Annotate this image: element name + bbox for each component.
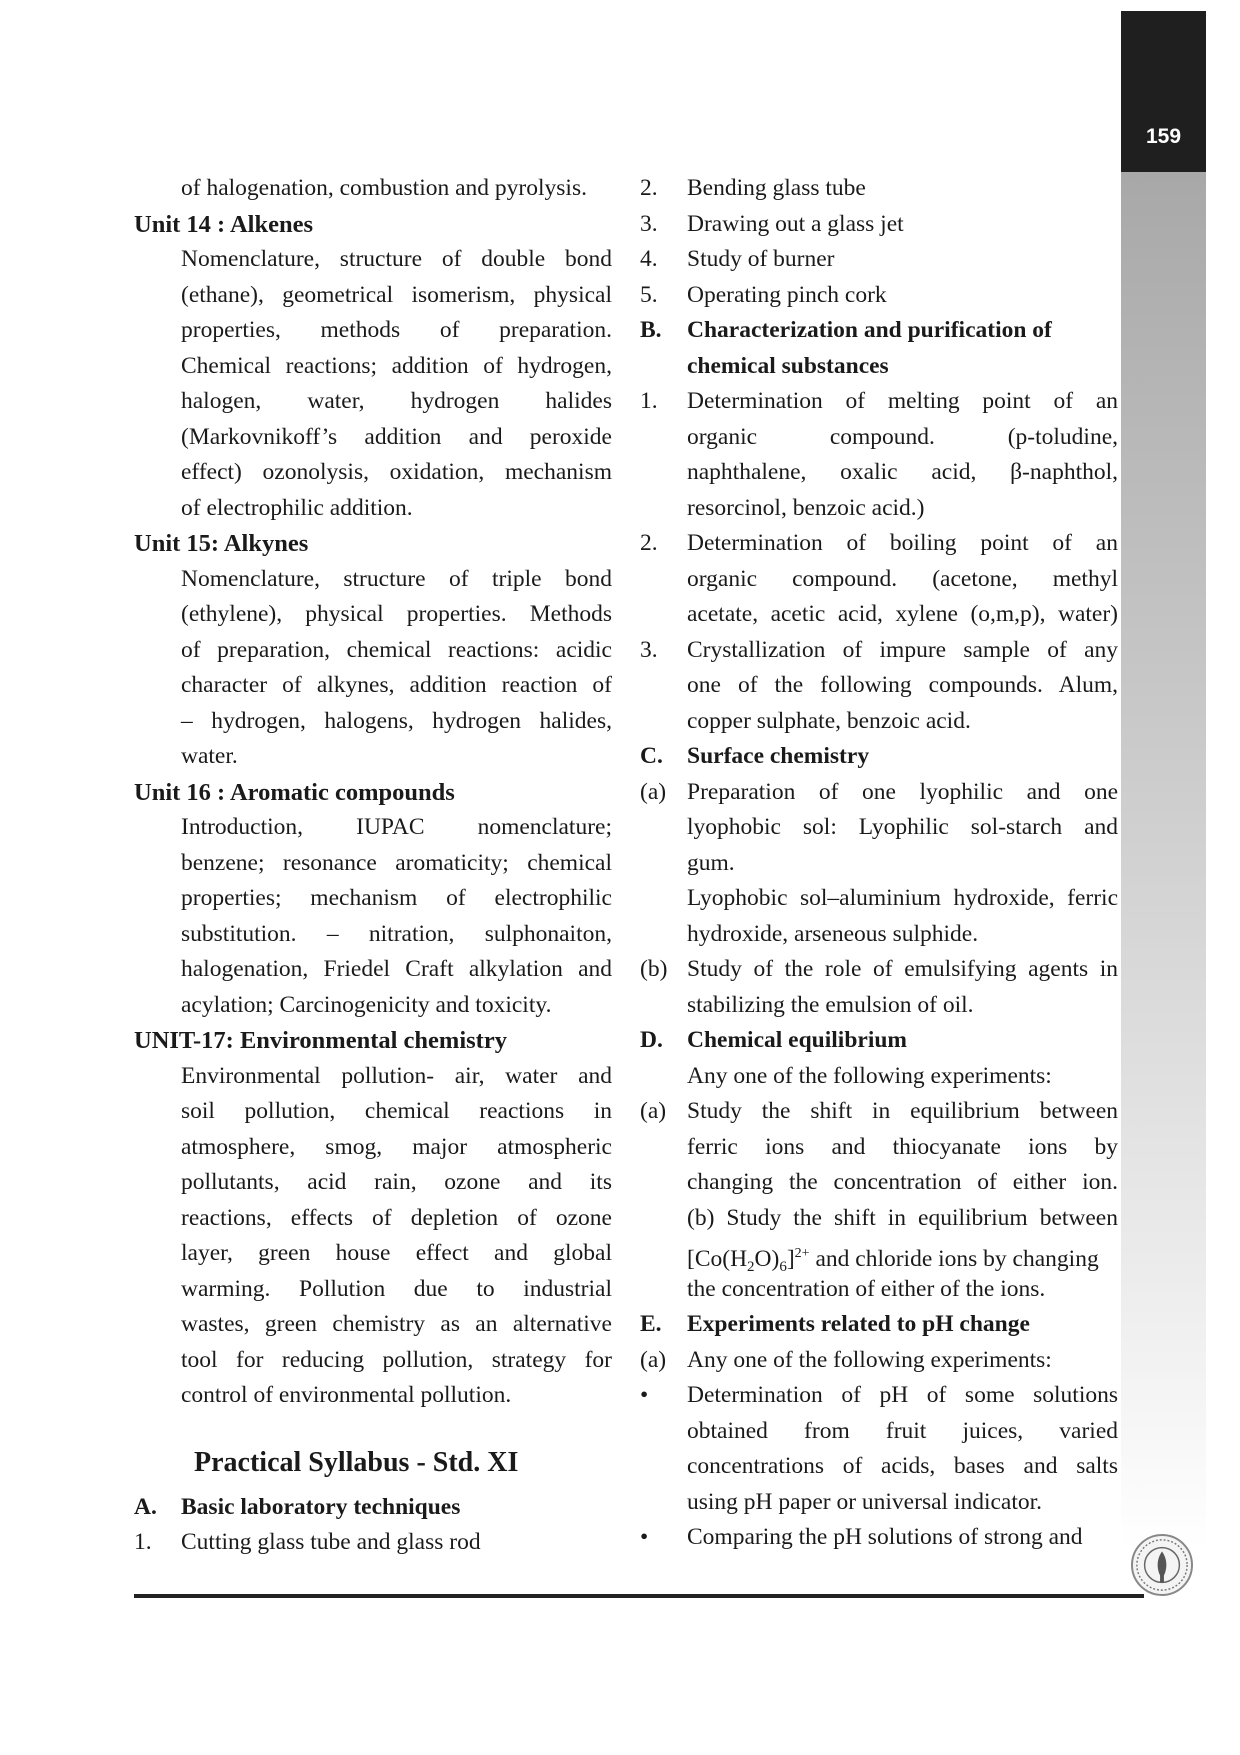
text-line: soil pollution, chemical reactions in	[181, 1098, 612, 1124]
list-item-cont	[640, 917, 1118, 953]
section-marker: A.	[134, 1493, 157, 1520]
item-text: Any one of the following experiments:	[687, 1062, 1052, 1089]
item-text: Any one of the following experiments:	[687, 1346, 1052, 1373]
item-marker: (a)	[640, 1346, 667, 1373]
unit15-body	[134, 562, 612, 775]
formula-superscript: 2+	[794, 1246, 810, 1261]
formula-subscript: 6	[779, 1259, 787, 1275]
list-item-cont	[640, 1414, 1118, 1450]
item-text: Comparing the pH solutions of strong and	[687, 1524, 1083, 1550]
list-item-cont	[640, 491, 1118, 527]
section-title: Characterization and purification of	[687, 317, 1052, 343]
list-item-cont	[640, 668, 1118, 704]
section-marker: C.	[640, 743, 663, 769]
list-item-cont	[640, 562, 1118, 598]
text-line: (Markovnikoff’s addition and peroxide	[181, 423, 612, 450]
formula-part: O)	[754, 1246, 780, 1272]
list-item-cont	[640, 810, 1118, 846]
list-item-cont	[640, 455, 1118, 491]
item-text: Lyophobic sol–aluminium hydroxide, ferric	[687, 885, 1118, 911]
section-marker: D.	[640, 1027, 663, 1053]
text-line: Nomenclature, structure of triple bond	[181, 565, 612, 592]
bottom-rule	[134, 1594, 1144, 1598]
list-item	[640, 278, 1118, 314]
item-text: acetate, acetic acid, xylene (o,m,p), water)	[687, 601, 1118, 627]
section-a-heading	[134, 1490, 612, 1526]
item-marker: (a)	[640, 778, 667, 805]
item-marker: 3.	[640, 636, 658, 663]
item-text: Determination of melting point of an	[687, 388, 1118, 414]
right-column	[640, 171, 1118, 1556]
list-item	[640, 526, 1118, 562]
item-marker: 1.	[134, 1529, 152, 1555]
list-item	[640, 242, 1118, 278]
list-item	[640, 384, 1118, 420]
section-b-heading-cont	[640, 349, 1118, 385]
complex-formula-line	[640, 1236, 1118, 1275]
list-item	[640, 171, 1118, 207]
item-text: Determination of pH of some solutions	[687, 1382, 1118, 1408]
unit17-title: UNIT-17: Environmental chemistry	[134, 1027, 507, 1054]
item-text: stabilizing the emulsion of oil.	[687, 991, 974, 1018]
item-text: Drawing out a glass jet	[687, 210, 904, 237]
unit16-title: Unit 16 : Aromatic compounds	[134, 778, 455, 806]
text-line: Chemical reactions; addition of hydrogen,	[181, 352, 612, 379]
text-line: (ethane), geometrical isomerism, physical	[181, 281, 612, 308]
page-number: 159	[1145, 125, 1182, 148]
section-title: Surface chemistry	[687, 743, 870, 769]
item-marker: 5.	[640, 281, 658, 308]
item-text: Study the shift in equilibrium between	[687, 1098, 1118, 1124]
item-text: (b) Study the shift in equilibrium between	[687, 1204, 1118, 1231]
unit15-title: Unit 15: Alkynes	[134, 530, 309, 557]
text-line: reactions, effects of depletion of ozone	[181, 1204, 612, 1231]
section-d-intro	[640, 1059, 1118, 1095]
item-text: one of the following compounds. Alum,	[687, 672, 1118, 698]
unit17-body	[134, 1059, 612, 1414]
list-item-cont	[640, 1272, 1118, 1308]
section-title: Experiments related to pH change	[687, 1311, 1030, 1337]
text-line: water.	[181, 743, 238, 769]
list-item-cont	[640, 704, 1118, 740]
list-item-cont	[640, 420, 1118, 456]
text-line: Introduction, IUPAC nomenclature;	[181, 814, 612, 840]
text-line: character of alkynes, addition reaction of	[181, 672, 612, 698]
item-text: Study of the role of emulsifying agents in	[687, 956, 1118, 982]
item-text: organic compound. (acetone, methyl	[687, 565, 1118, 592]
list-item	[640, 952, 1118, 988]
item-text: lyophobic sol: Lyophilic sol-starch and	[687, 814, 1118, 840]
text-line: warming. Pollution due to industrial	[181, 1275, 612, 1302]
unit16-body	[134, 810, 612, 1023]
item-text: Cutting glass tube and glass rod	[181, 1529, 481, 1555]
text-line: control of environmental pollution.	[181, 1382, 512, 1408]
text-line: Nomenclature, structure of double bond	[181, 246, 612, 272]
item-text: the concentration of either of the ions.	[687, 1275, 1046, 1302]
item-marker: (a)	[640, 1098, 667, 1124]
text-line: (ethylene), physical properties. Methods	[181, 601, 612, 627]
text-line: properties; mechanism of electrophilic	[181, 885, 612, 911]
item-text: resorcinol, benzoic acid.)	[687, 494, 925, 521]
item-marker: 1.	[640, 388, 658, 414]
item-marker: (b)	[640, 956, 668, 982]
text-line: – hydrogen, halogens, hydrogen halides,	[181, 707, 612, 734]
section-title: chemical substances	[687, 352, 889, 379]
text-line: benzene; resonance aromaticity; chemical	[181, 849, 612, 876]
page-number-tab	[1121, 11, 1206, 172]
text-line: of preparation, chemical reactions: acidic	[181, 636, 612, 663]
section-b-heading	[640, 313, 1118, 349]
item-marker: 3.	[640, 210, 658, 237]
list-item-cont	[640, 1485, 1118, 1521]
list-item-cont	[640, 1449, 1118, 1485]
bullet-item	[640, 1378, 1118, 1414]
list-item	[640, 207, 1118, 243]
list-item	[640, 1094, 1118, 1130]
formula-part: ]	[786, 1246, 795, 1272]
side-gradient-bar	[1121, 172, 1206, 1550]
section-c-heading	[640, 739, 1118, 775]
list-item-cont	[640, 597, 1118, 633]
text-line: pollutants, acid rain, ozone and its	[181, 1169, 612, 1195]
item-text: ferric ions and thiocyanate ions by	[687, 1133, 1118, 1160]
emblem-seal-icon	[1131, 1534, 1193, 1596]
item-text: Determination of boiling point of an	[687, 530, 1118, 556]
bullet-icon: •	[640, 1382, 649, 1408]
section-title: Chemical equilibrium	[687, 1027, 907, 1053]
practical-syllabus-title: Practical Syllabus - Std. XI	[194, 1446, 519, 1478]
section-title: Basic laboratory techniques	[181, 1493, 461, 1520]
item-text: naphthalene, oxalic acid, β-naphthol,	[687, 459, 1118, 485]
item-text: Operating pinch cork	[687, 281, 887, 308]
item-text: Crystallization of impure sample of any	[687, 636, 1118, 663]
text-line: halogen, water, hydrogen halides	[181, 388, 612, 414]
text-line: effect) ozonolysis, oxidation, mechanism	[181, 459, 612, 485]
section-e-heading	[640, 1307, 1118, 1343]
item-marker: 2.	[640, 175, 658, 201]
list-item	[640, 633, 1118, 669]
section-marker: B.	[640, 317, 662, 343]
text-line: layer, green house effect and global	[181, 1240, 612, 1266]
unit14-body	[134, 242, 612, 526]
item-marker: 4.	[640, 246, 658, 272]
text-line: Environmental pollution- air, water and	[181, 1062, 612, 1089]
list-item	[640, 775, 1118, 811]
intro-line: of halogenation, combustion and pyrolysis.	[181, 175, 587, 201]
list-item-cont	[640, 881, 1118, 917]
item-text: Bending glass tube	[687, 175, 866, 201]
text-line: acylation; Carcinogenicity and toxicity.	[181, 991, 552, 1018]
text-line: atmosphere, smog, major atmospheric	[181, 1133, 612, 1160]
text-line: of electrophilic addition.	[181, 494, 413, 521]
unit14-title: Unit 14 : Alkenes	[134, 210, 314, 238]
item-text: concentrations of acids, bases and salts	[687, 1453, 1118, 1479]
formula-part: [Co(H	[687, 1246, 748, 1272]
text-line: wastes, green chemistry as an alternative	[181, 1311, 612, 1337]
list-item	[134, 1525, 612, 1561]
item-text: organic compound. (p-toludine,	[687, 423, 1118, 450]
item-text: Preparation of one lyophilic and one	[687, 778, 1118, 805]
item-text: hydroxide, arseneous sulphide.	[687, 920, 979, 947]
list-item-cont	[640, 846, 1118, 882]
left-column	[134, 171, 612, 1561]
text-line: halogenation, Friedel Craft alkylation and	[181, 956, 612, 982]
section-marker: E.	[640, 1311, 662, 1337]
formula-part: and chloride ions by changing	[809, 1246, 1099, 1272]
bullet-icon: •	[640, 1524, 649, 1550]
text-line: properties, methods of preparation.	[181, 317, 612, 343]
item-text: copper sulphate, benzoic acid.	[687, 707, 971, 734]
list-item-cont	[640, 1130, 1118, 1166]
text-line: tool for reducing pollution, strategy for	[181, 1346, 612, 1373]
item-text: Study of burner	[687, 246, 835, 272]
item-text: gum.	[687, 849, 735, 876]
bullet-item	[640, 1520, 1118, 1556]
text-line: substitution. – nitration, sulphonaiton,	[181, 920, 612, 947]
list-item-cont	[640, 1201, 1118, 1237]
item-marker: 2.	[640, 530, 658, 556]
item-text: obtained from fruit juices, varied	[687, 1417, 1118, 1444]
list-item-cont	[640, 1165, 1118, 1201]
list-item	[640, 1343, 1118, 1379]
formula-subscript: 2	[747, 1259, 755, 1275]
item-text: changing the concentration of either ion.	[687, 1169, 1118, 1195]
section-d-heading	[640, 1023, 1118, 1059]
list-item-cont	[640, 988, 1118, 1024]
item-text: using pH paper or universal indicator.	[687, 1488, 1043, 1515]
